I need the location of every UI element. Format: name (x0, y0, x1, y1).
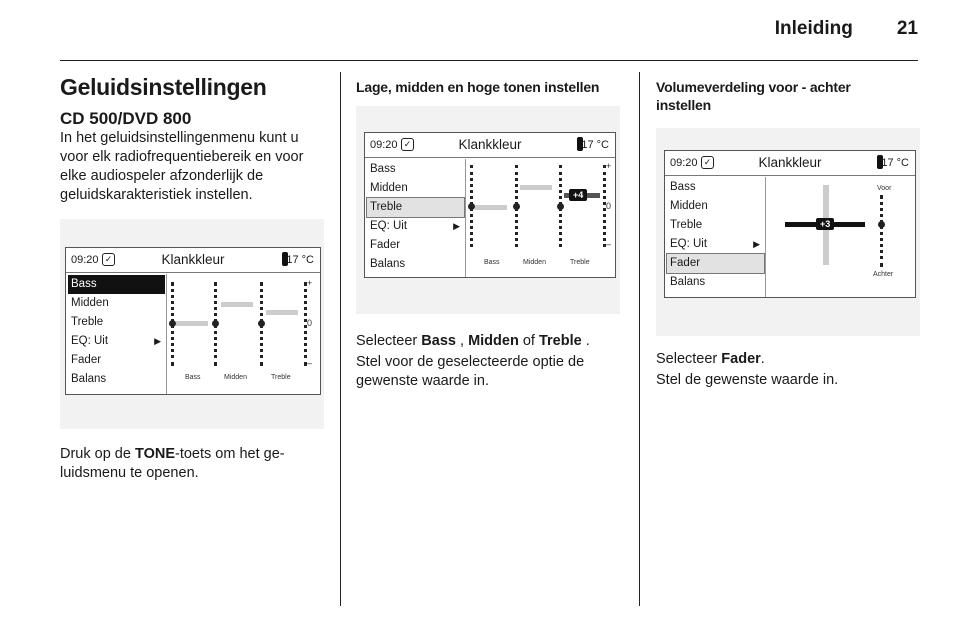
menu-item-midden[interactable]: Midden (71, 297, 109, 309)
menu-item-balans[interactable]: Balans (370, 258, 406, 270)
menu-item-eq[interactable] (68, 332, 165, 351)
check-icon: ✓ (401, 138, 414, 151)
column-divider-1 (340, 72, 341, 606)
fader-value-badge: +3 (816, 218, 834, 230)
band-label-treble: Treble (271, 374, 291, 381)
clock: 09:20 (71, 254, 99, 266)
arrow-right-icon: ▶ (753, 239, 760, 249)
screen-figure-3 (656, 128, 920, 336)
menu-item-eq-label: EQ: Uit (670, 238, 708, 250)
clock: 09:20 (670, 157, 698, 169)
screen-title: Klankkleur (161, 252, 225, 267)
zero-marker (468, 203, 475, 210)
temperature: 17 °C (286, 254, 314, 266)
radio-display (364, 132, 616, 278)
menu-item-eq-label: EQ: Uit (71, 335, 109, 347)
treble-term: Treble (538, 333, 582, 349)
zero-marker (878, 221, 885, 228)
menu-item-treble[interactable]: Treble (670, 219, 703, 231)
model-subheading: CD 500/DVD 800 (60, 109, 192, 128)
text: . (760, 351, 765, 367)
status-bar (365, 133, 615, 158)
running-header (775, 18, 918, 40)
section-heading: Geluidsinstellingen (60, 74, 267, 100)
minus-label: – (307, 358, 313, 368)
subsection-heading: Volumeverdeling voor - achter instellen (656, 79, 851, 113)
page-number: 21 (896, 18, 918, 39)
tone-instruction (60, 445, 328, 483)
screen-figure-1 (60, 219, 324, 429)
column-1 (60, 74, 328, 483)
bass-level-bar (475, 205, 507, 210)
menu-divider (465, 159, 466, 277)
section-title: Inleiding (774, 18, 853, 39)
column-divider-2 (639, 72, 640, 606)
tone-menu (667, 178, 764, 292)
text: -toets om het ge-luidsmenu te openen. (60, 446, 285, 481)
zero-marker (169, 320, 176, 327)
menu-item-bass[interactable]: Bass (68, 275, 165, 294)
tone-menu (367, 160, 464, 274)
zero-marker (557, 203, 564, 210)
arrow-right-icon: ▶ (453, 221, 460, 231)
band-label-midden: Midden (224, 374, 247, 381)
treble-level-bar (266, 310, 298, 315)
front-label: Voor (877, 185, 892, 192)
select-instruction (356, 332, 626, 351)
radio-display (65, 247, 321, 395)
set-instruction: Stel voor de geselecteerde optie de gewenste waarde in. (356, 354, 585, 389)
status-bar (665, 151, 915, 176)
rear-label: Achter (873, 271, 894, 278)
screen-title: Klankkleur (458, 137, 522, 152)
select-instruction (656, 350, 926, 369)
menu-item-eq-label: EQ: Uit (370, 220, 408, 232)
band-label-midden: Midden (523, 259, 546, 266)
menu-divider (765, 177, 766, 297)
fader-track (880, 195, 883, 267)
header-rule (60, 60, 918, 61)
temperature: 17 °C (881, 157, 909, 169)
menu-item-treble[interactable]: Treble (71, 316, 104, 328)
tone-menu (68, 275, 165, 389)
band-label-treble: Treble (570, 259, 590, 266)
text: Selecteer (356, 333, 422, 349)
midden-level-bar (520, 185, 552, 190)
midden-level-bar (221, 302, 253, 307)
clock: 09:20 (370, 139, 398, 151)
text: . (581, 333, 590, 349)
intro-paragraph: In het geluidsinstellingenmenu kunt u voor elk radiofrequentiebereik en voor elke audiospeler afzonderlijk de geluidskarakteristiek instellen. (60, 130, 304, 203)
menu-item-fader[interactable]: Fader (370, 239, 401, 251)
menu-item-treble[interactable]: Treble (367, 198, 464, 217)
zero-marker (513, 203, 520, 210)
bass-term: Bass (421, 333, 456, 349)
text: of (518, 333, 539, 349)
menu-item-fader[interactable]: Fader (71, 354, 102, 366)
menu-item-balans[interactable]: Balans (71, 373, 107, 385)
text: Druk op de (60, 446, 135, 462)
menu-item-eq[interactable] (667, 235, 764, 254)
menu-item-fader[interactable]: Fader (667, 254, 764, 273)
menu-divider (166, 274, 167, 394)
zero-label: 0 (606, 201, 612, 211)
column-3 (656, 74, 926, 390)
menu-item-midden[interactable]: Midden (670, 200, 708, 212)
check-icon: ✓ (102, 253, 115, 266)
text: , (455, 333, 469, 349)
midden-term: Midden (468, 333, 519, 349)
radio-display (664, 150, 916, 298)
subsection-heading: Lage, midden en hoge tonen instellen (356, 79, 600, 95)
column-2 (356, 74, 626, 391)
temperature: 17 °C (581, 139, 609, 151)
menu-item-midden[interactable]: Midden (370, 182, 408, 194)
set-instruction: Stel de gewenste waarde in. (656, 372, 839, 388)
band-label-bass: Bass (484, 259, 500, 266)
text: Selecteer (656, 351, 722, 367)
screen-figure-2 (356, 106, 620, 314)
treble-value-badge: +4 (569, 189, 587, 201)
minus-label: – (606, 239, 612, 249)
menu-item-eq[interactable] (367, 217, 464, 236)
plus-label: + (606, 161, 612, 171)
plus-label: + (307, 278, 313, 288)
zero-marker (258, 320, 265, 327)
menu-item-bass[interactable]: Bass (370, 163, 396, 175)
zero-label: 0 (307, 318, 313, 328)
menu-item-balans[interactable]: Balans (670, 276, 706, 288)
tone-key-label: TONE (134, 446, 175, 462)
zero-marker (212, 320, 219, 327)
band-label-bass: Bass (185, 374, 201, 381)
status-bar (66, 248, 320, 273)
fader-term: Fader (721, 351, 761, 367)
arrow-right-icon: ▶ (154, 336, 161, 346)
bass-level-bar (176, 321, 208, 326)
menu-item-bass[interactable]: Bass (670, 181, 696, 193)
screen-title: Klankkleur (758, 155, 822, 170)
check-icon: ✓ (701, 156, 714, 169)
